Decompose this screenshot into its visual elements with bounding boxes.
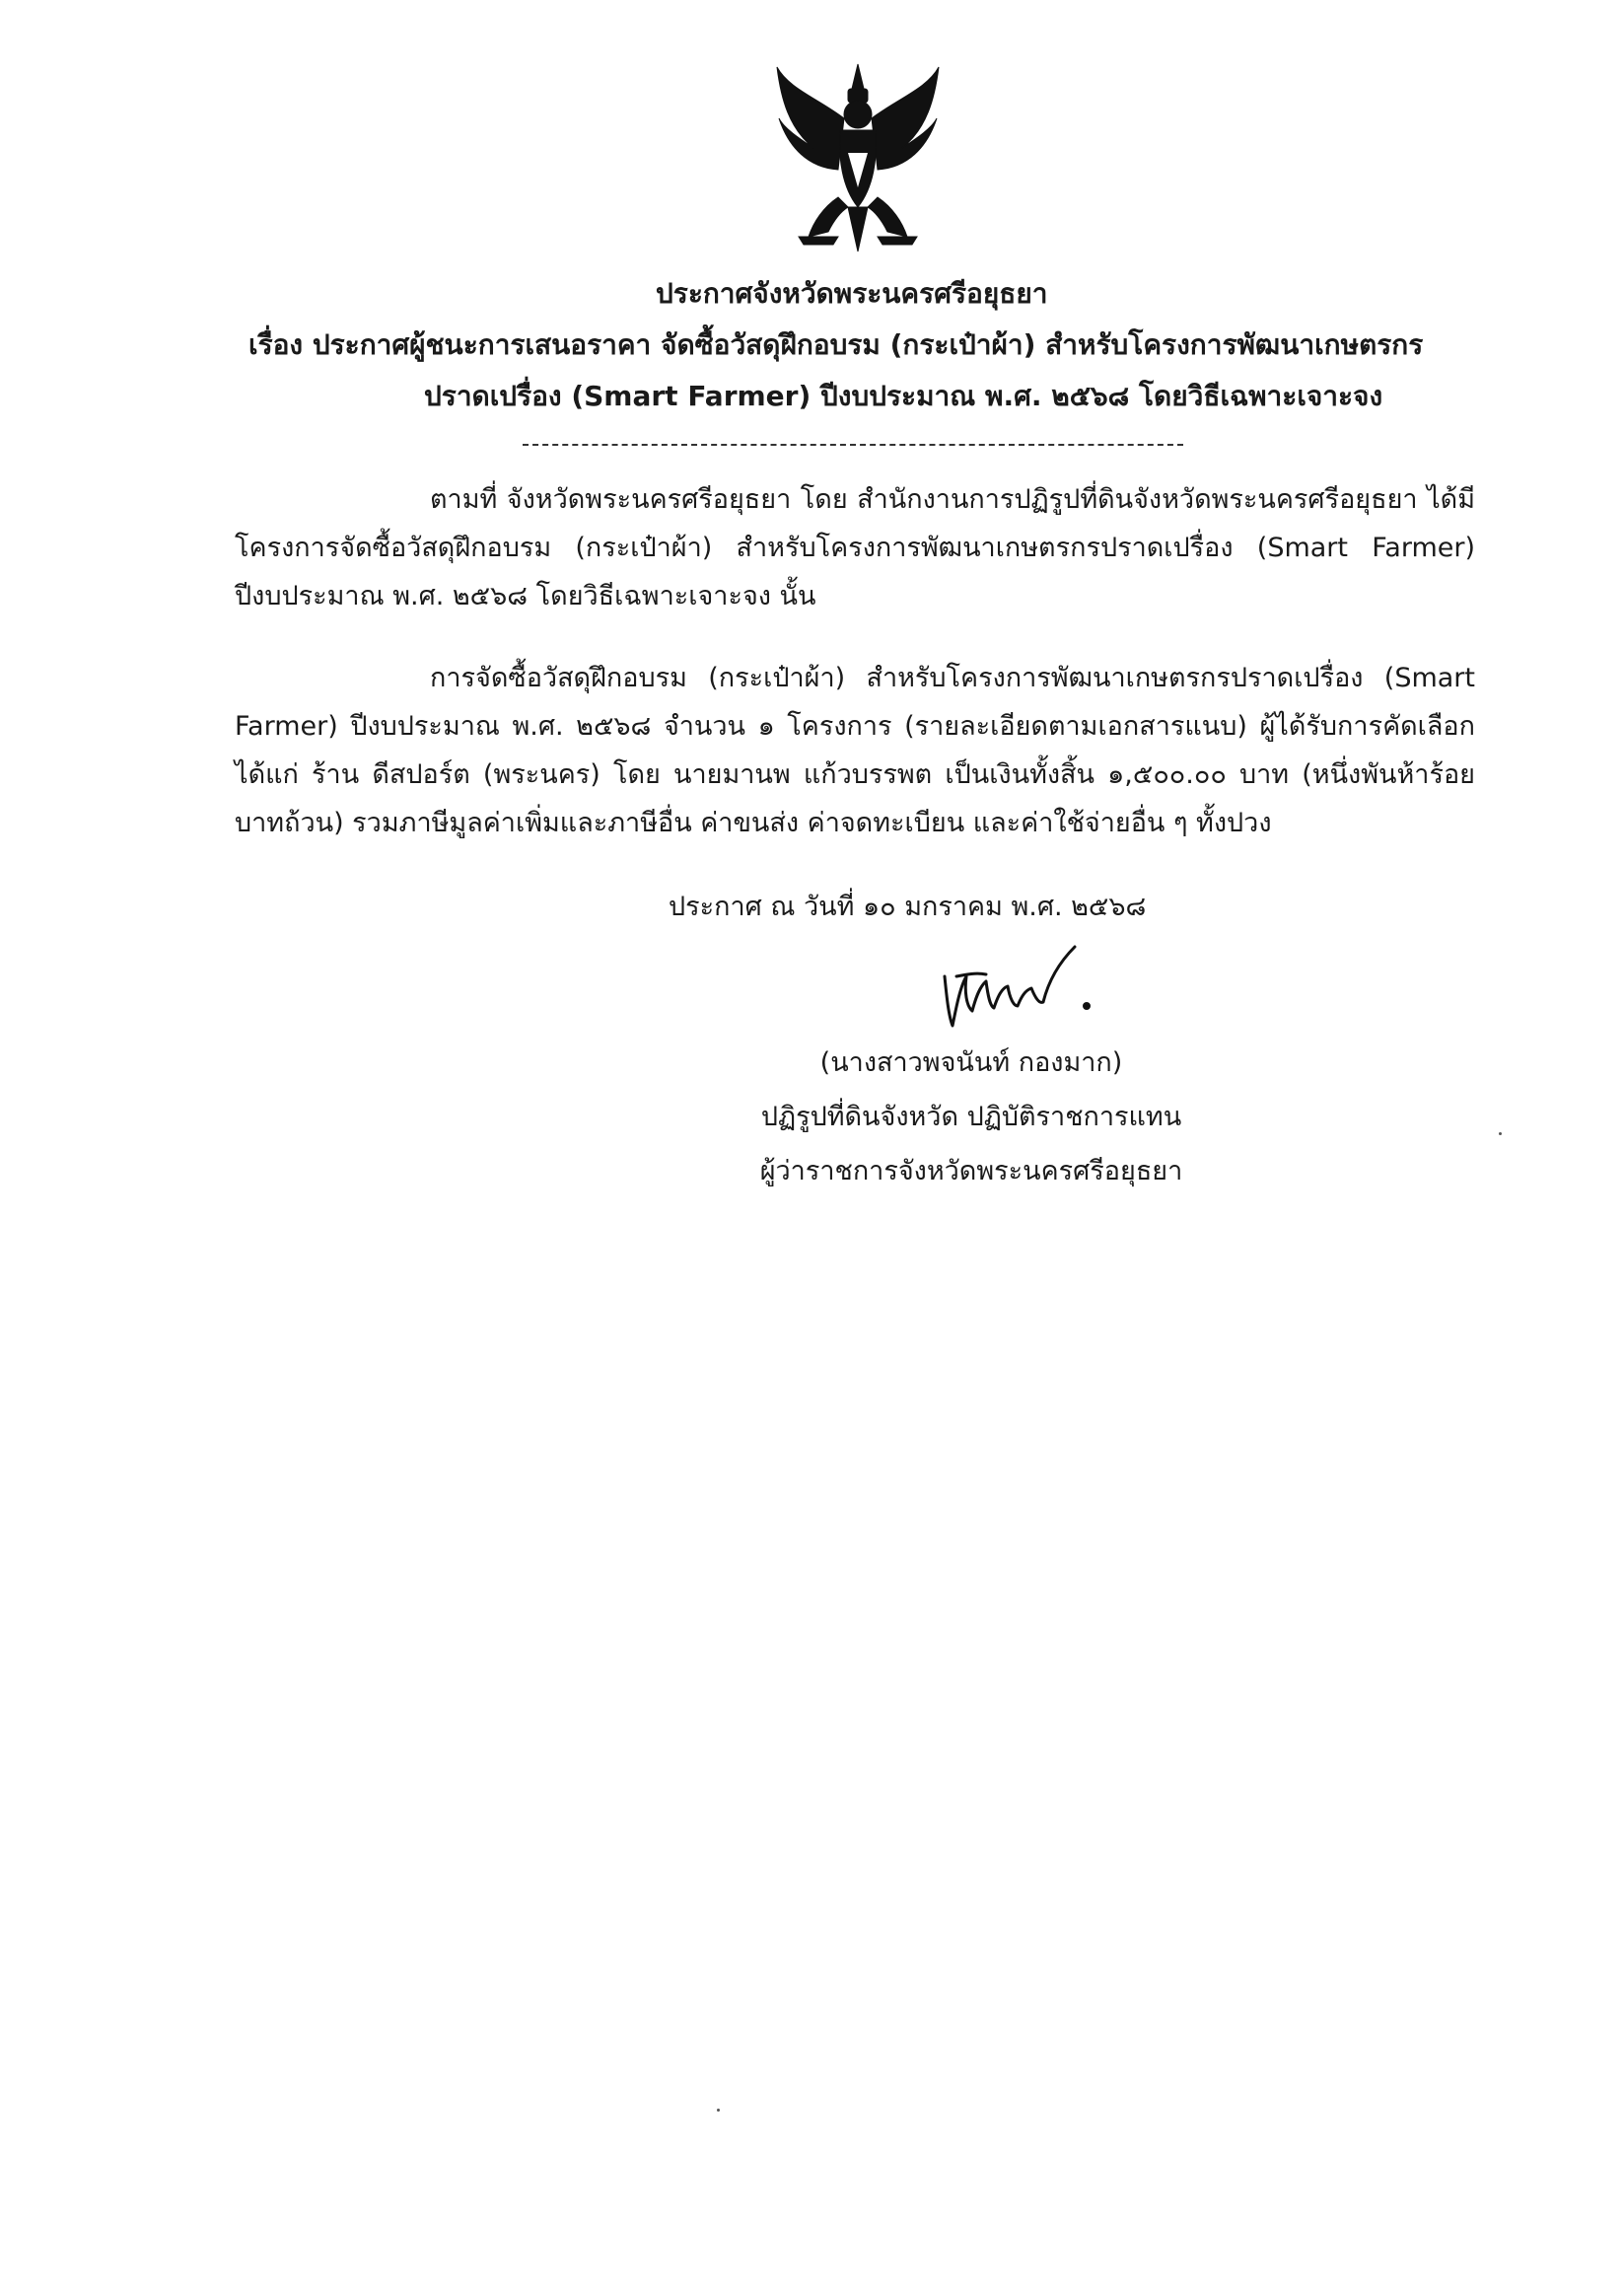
scan-speck <box>1499 1132 1502 1135</box>
signer-title-line1: ปฏิรูปที่ดินจังหวัด ปฏิบัติราชการแทน <box>760 1102 1182 1132</box>
announcement-date: ประกาศ ณ วันที่ ๑๐ มกราคม พ.ศ. ๒๕๖๘ <box>669 892 1147 922</box>
garuda-emblem-icon <box>769 59 947 256</box>
heading-title: ประกาศจังหวัดพระนครศรีอยุธยา <box>656 277 1048 310</box>
paragraph-winner <box>235 654 1475 847</box>
heading-subject-line1: เรื่อง ประกาศผู้ชนะการเสนอราคา จัดซื้อวัสดุฝึกอบรม (กระเป๋าผ้า) สำหรับโครงการพัฒนาเกษตรกร <box>248 328 1424 361</box>
heading-subject-line2: ปราดเปรื่อง (Smart Farmer) ปีงบประมาณ พ.ศ. ๒๕๖๘ โดยวิธีเฉพาะเจาะจง <box>424 380 1383 412</box>
paragraph-announcement <box>235 475 1475 620</box>
paragraph-1-text: ตามที่ จังหวัดพระนครศรีอยุธยา โดย สำนักงานการปฏิรูปที่ดินจังหวัดพระนครศรีอยุธยา ได้มีโครงการจัดซื้อวัสดุฝึกอบรม (กระเป๋าผ้า) สำหรับโครงการพัฒนาเกษตรกรปราดเปรื่อง (Smart Farmer) ปีงบประมาณ พ.ศ. ๒๕๖๘ โดยวิธีเฉพาะเจาะจง นั้น <box>235 484 1475 611</box>
paragraph-2-text: การจัดซื้อวัสดุฝึกอบรม (กระเป๋าผ้า) สำหรับโครงการพัฒนาเกษตรกรปราดเปรื่อง (Smart Farmer) ปีงบประมาณ พ.ศ. ๒๕๖๘ จำนวน ๑ โครงการ (รายละเอียดตามเอกสารแนบ) ผู้ได้รับการคัดเลือก ได้แก่ ร้าน ดีสปอร์ต (พระนคร) โดย นายมานพ แก้วบรรพต เป็นเงินทั้งสิ้น ๑,๕๐๐.๐๐ บาท (หนึ่งพันห้าร้อยบาทถ้วน) รวมภาษีมูลค่าเพิ่มและภาษีอื่น ค่าขนส่ง ค่าจดทะเบียน และค่าใช้จ่ายอื่น ๆ ทั้งปวง <box>235 663 1475 838</box>
heading-divider <box>523 444 1183 446</box>
scan-speck <box>717 2109 720 2112</box>
handwritten-signature-icon <box>937 937 1104 1036</box>
signer-title-line2: ผู้ว่าราชการจังหวัดพระนครศรีอยุธยา <box>759 1156 1183 1186</box>
signer-name: (นางสาวพจนันท์ กองมาก) <box>819 1047 1123 1078</box>
